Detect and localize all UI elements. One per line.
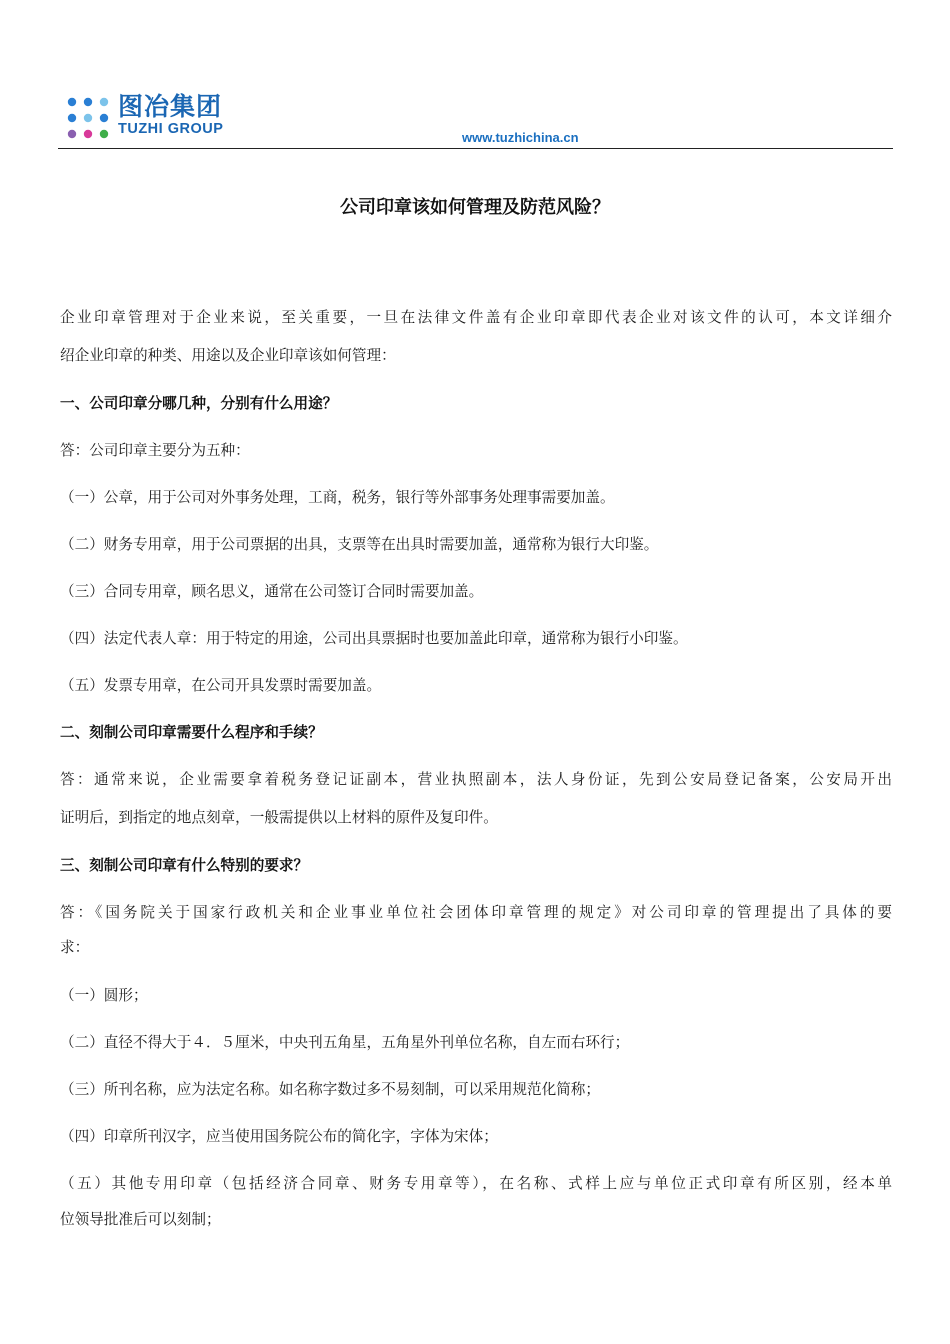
section-1-item: （一）公章，用于公司对外事务处理，工商，税务，银行等外部事务处理事需要加盖。: [60, 489, 615, 506]
section-3-item: （四）印章所刊汉字，应当使用国务院公布的简化字，字体为宋体；: [60, 1128, 498, 1145]
company-logo: [66, 92, 246, 142]
logo-english-name: TUZHI GROUP: [118, 121, 224, 137]
section-1-item: （四）法定代表人章：用于特定的用途，公司出具票据时也要加盖此印章，通常称为银行小印鉴。: [60, 630, 688, 647]
section-3-answer-line-2: 求：: [60, 939, 90, 956]
section-2-heading: 二、刻制公司印章需要什么程序和手续？: [60, 724, 323, 741]
logo-dot: [68, 98, 76, 106]
section-3-item-5-line-1: （五）其他专用印章（包括经济合同章、财务专用章等），在名称、式样上应与单位正式印章有所区别，经本单: [60, 1175, 892, 1192]
section-3-answer-line-1: 答：《国务院关于国家行政机关和企业事业单位社会团体印章管理的规定》对公司印章的管理提出了具体的要: [60, 904, 892, 921]
section-3-item-5-line-2: 位领导批准后可以刻制；: [60, 1211, 221, 1228]
website-link[interactable]: www.tuzhichina.cn: [462, 130, 579, 145]
logo-dot: [84, 98, 92, 106]
section-3-heading: 三、刻制公司印章有什么特别的要求？: [60, 857, 309, 874]
page-title: 公司印章该如何管理及防范风险？: [340, 197, 610, 218]
logo-dot: [100, 114, 108, 122]
logo-chinese-name: 图冶集团: [118, 92, 223, 121]
logo-dot: [84, 130, 92, 138]
section-3-item: （二）直径不得大于４．５厘米，中央刊五角星，五角星外刊单位名称，自左而右环行；: [60, 1034, 630, 1051]
logo-dots-icon: [66, 96, 110, 140]
header-divider: [58, 148, 893, 149]
intro-line-2: 绍企业印章的种类、用途以及企业印章该如何管理：: [60, 347, 396, 364]
logo-dot: [100, 98, 108, 106]
section-2-answer-line-2: 证明后，到指定的地点刻章，一般需提供以上材料的原件及复印件。: [60, 809, 498, 826]
logo-dot: [100, 130, 108, 138]
section-1-item: （三）合同专用章，顾名思义，通常在公司签订合同时需要加盖。: [60, 583, 484, 600]
intro-line-1: 企业印章管理对于企业来说，至关重要，一旦在法律文件盖有企业印章即代表企业对该文件的认可，本文详细介: [60, 309, 892, 326]
section-3-item: （三）所刊名称，应为法定名称。如名称字数过多不易刻制，可以采用规范化简称；: [60, 1081, 600, 1098]
section-2-answer-line-1: 答：通常来说，企业需要拿着税务登记证副本，营业执照副本，法人身份证，先到公安局登记备案，公安局开出: [60, 771, 892, 788]
logo-dot: [68, 114, 76, 122]
section-1-item: （五）发票专用章，在公司开具发票时需要加盖。: [60, 677, 382, 694]
section-1-heading: 一、公司印章分哪几种，分别有什么用途？: [60, 395, 338, 412]
section-1-item: （二）财务专用章，用于公司票据的出具，支票等在出具时需要加盖，通常称为银行大印鉴。: [60, 536, 659, 553]
logo-dot: [68, 130, 76, 138]
section-3-item: （一）圆形；: [60, 987, 148, 1004]
section-1-answer: 答：公司印章主要分为五种：: [60, 442, 250, 459]
page-header: [58, 92, 893, 150]
logo-dot: [84, 114, 92, 122]
